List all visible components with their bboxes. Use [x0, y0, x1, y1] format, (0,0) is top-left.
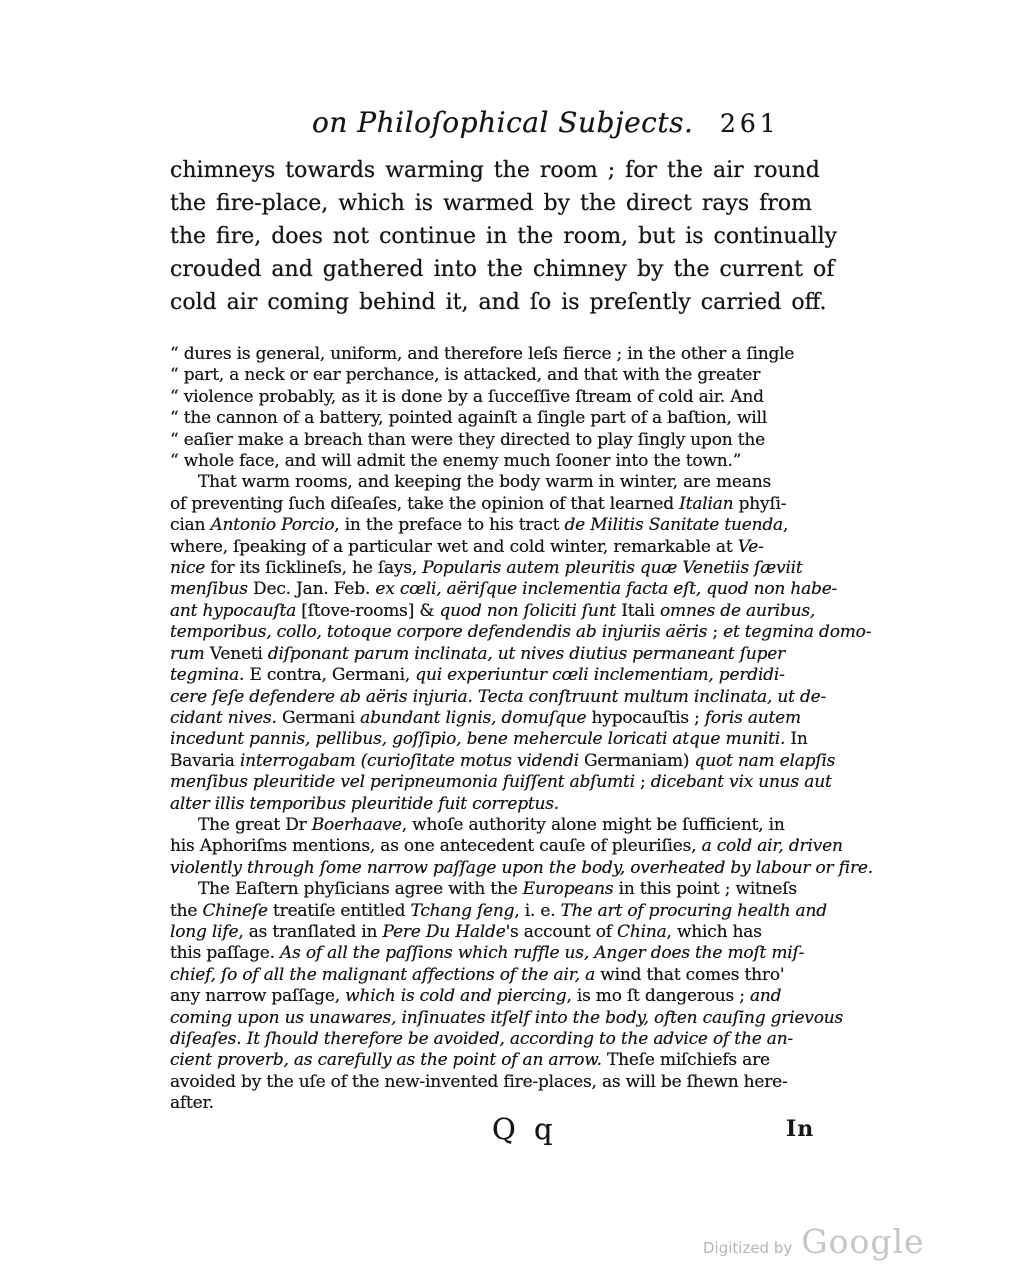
digitized-by-label: Digitized by — [703, 1239, 793, 1257]
quoted-extract — [170, 344, 882, 472]
text-line: diſeaſes. It ſhould therefore be avoided, according to the advice of the an- — [170, 1029, 793, 1049]
text-line: menſibus Dec. Jan. Feb. ex cœli, aëriſque inclementia facta eſt, quod non habe- — [170, 579, 838, 600]
text-line: “ violence probably, as it is done by a ſucceſſive ſtream of cold air. And — [170, 386, 764, 407]
text-line: rum Veneti diſponant parum inclinata, ut nives diutius permaneant ſuper — [170, 643, 786, 664]
text-line: of preventing ſuch diſeaſes, take the opinion of that learned Italian phyſi- — [170, 493, 787, 514]
text-line: menſibus pleuritide vel peripneumonia fuiſſent abſumti ; dicebant vix unus aut — [170, 772, 832, 793]
text-line: temporibus, collo, totoque corpore defendendis ab injuriis aëris ; et tegmina domo- — [170, 622, 872, 643]
text-line: tegmina. E contra, Germani, qui experiuntur cœli inclementiam, perdidi- — [170, 665, 785, 686]
page-number: 261 — [720, 109, 780, 138]
signature-mark: Q q — [492, 1112, 553, 1146]
text-line: where, ſpeaking of a particular wet and cold winter, remarkable at Ve- — [170, 536, 764, 557]
text-line: the fire-place, which is warmed by the direct rays from — [170, 191, 812, 216]
text-line: cian Antonio Porcio, in the preface to his tract de Militis Sanitate tuenda, — [170, 515, 789, 536]
text-line: Bavaria interrogabam (curioſitate motus videndi Germaniam) quot nam elapſis — [170, 750, 836, 771]
text-line: violently through ſome narrow paſſage upon the body, overheated by labour or fire. — [170, 857, 873, 878]
text-line: his Aphoriſms mentions, as one antecedent cauſe of pleuriſies, a cold air, driven — [170, 836, 843, 857]
paragraph-boerhaave — [170, 815, 882, 879]
text-line: the fire, does not continue in the room, but is continually — [170, 224, 838, 249]
text-line: “ dures is general, uniform, and therefore leſs fierce ; in the other a ſingle — [170, 344, 795, 364]
text-line: “ eaſier make a breach than were they directed to play ſingly upon the — [170, 429, 765, 450]
google-logo: Google — [801, 1222, 925, 1261]
text-line: chimneys towards warming the room ; for the air round — [170, 158, 820, 183]
text-line: “ whole face, and will admit the enemy much ſooner into the town.” — [170, 451, 742, 472]
text-line: The great Dr Boerhaave, whoſe authority alone might be ſufficient, in — [198, 814, 785, 835]
google-watermark — [703, 1222, 925, 1261]
text-line: The Eaſtern phyſicians agree with the Europeans in this point ; witneſs — [198, 879, 797, 900]
text-line: after. — [170, 1093, 214, 1114]
text-line: coming upon us unawares, inſinuates itſelf into the body, often cauſing grievous — [170, 1007, 844, 1028]
text-line: any narrow paſſage, which is cold and piercing, is mo ſt dangerous ; and — [170, 986, 782, 1007]
small-type-note-block — [170, 344, 882, 1115]
text-line: this paſſage. As of all the paſſions which ruffle us, Anger does the moſt miſ- — [170, 943, 805, 964]
paragraph-eastern-physicians — [170, 879, 882, 1114]
text-line: cidant nives. Germani abundant lignis, domuſque hypocauſtis ; foris autem — [170, 707, 801, 728]
text-line: long life, as tranſlated in Pere Du Halde's account of China, which has — [170, 921, 762, 942]
catchword: In — [786, 1116, 815, 1142]
text-line: avoided by the uſe of the new-invented fire-places, as will be ſhewn here- — [170, 1071, 788, 1092]
text-line: cere ſeſe defendere ab aëris injuria. Tecta conſtruunt multum inclinata, ut de- — [170, 686, 827, 707]
text-line: nice for its ſicklineſs, he ſays, Popularis autem pleuritis quæ Venetiis ſæviit — [170, 558, 803, 579]
text-line: alter illis temporibus pleuritide fuit correptus. — [170, 793, 560, 814]
text-line: the Chineſe treatiſe entitled Tchang ſeng, i. e. The art of procuring health and — [170, 900, 827, 921]
text-line: crouded and gathered into the chimney by the current of — [170, 257, 835, 282]
text-line: “ the cannon of a battery, pointed againſt a ſingle part of a baſtion, will — [170, 408, 768, 429]
main-text-paragraph — [170, 154, 882, 319]
text-line: chief, ſo of all the malignant affections of the air, a wind that comes thro' — [170, 964, 785, 985]
text-line: cold air coming behind it, and ſo is preſently carried off. — [170, 290, 827, 315]
paragraph-warm-rooms — [170, 472, 882, 815]
text-line: incedunt pannis, pellibus, goſſipio, bene mehercule loricati atque muniti. In — [170, 729, 808, 750]
running-title: on Philoſophical Subjects. — [312, 106, 694, 139]
text-line: ant hypocauſta [ſtove-rooms] & quod non ſoliciti ſunt Itali omnes de auribus, — [170, 600, 816, 621]
text-line: That warm rooms, and keeping the body warm in winter, are means — [198, 472, 771, 493]
text-line: “ part, a neck or ear perchance, is attacked, and that with the greater — [170, 365, 761, 386]
running-head — [170, 106, 875, 150]
text-line: cient proverb, as carefully as the point of an arrow. Theſe miſchiefs are — [170, 1050, 770, 1071]
